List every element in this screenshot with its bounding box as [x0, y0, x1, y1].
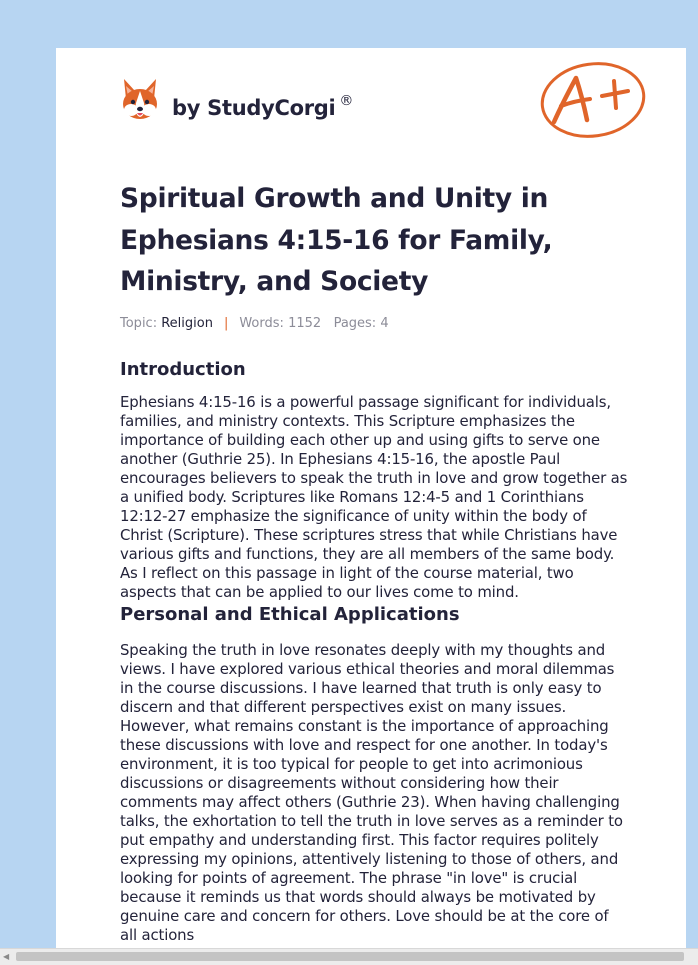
pages-count: 4	[380, 315, 389, 331]
pages-label: Pages:	[333, 315, 377, 331]
scrollbar-thumb[interactable]	[16, 952, 684, 961]
section-heading-personal-ethical: Personal and Ethical Applications	[120, 603, 460, 625]
grade-text: A+	[538, 60, 540, 61]
article-meta	[120, 315, 630, 333]
a-plus-grade-icon	[538, 60, 648, 142]
topic-label: Topic:	[120, 315, 158, 331]
scroll-left-arrow-icon[interactable]: ◀	[3, 952, 10, 961]
registered-mark: ®	[339, 92, 354, 109]
section-heading-introduction: Introduction	[120, 358, 246, 380]
horizontal-scrollbar[interactable]	[0, 948, 698, 965]
article	[120, 178, 630, 945]
studycorgi-logo[interactable]	[120, 76, 353, 122]
brand-name	[172, 93, 353, 120]
corgi-icon	[120, 77, 160, 121]
article-title: Spiritual Growth and Unity in Ephesians 4:15-16 for Family, Ministry, and Society	[120, 183, 553, 297]
meta-separator: |	[223, 315, 229, 331]
section-body-introduction: Ephesians 4:15-16 is a powerful passage significant for individuals, families, and ministry contexts. This Scripture emphasizes the importance of building each other up and using gifts to serve one another (Guthrie 25). In Ephesians 4:15-16, the apostle Paul encourages believers to speak the truth in love and grow together as a unified body. Scriptures like Romans 12:4-5 and 1 Corinthians 12:12-27 emphasize the significance of unity within the body of Christ (Scripture). These scriptures stress that while Christians have various gifts and functions, they are all members of the same body. As I reflect on this passage in light of the course material, two aspects that can be applied to our lives come to mind.	[120, 392, 628, 601]
topic-link[interactable]: Religion	[161, 315, 213, 331]
words-count: 1152	[288, 315, 322, 331]
document-page	[56, 48, 686, 952]
grade-badge	[538, 60, 648, 146]
words-label: Words:	[239, 315, 284, 331]
brand-text: by StudyCorgi	[172, 95, 336, 120]
section-body-personal-ethical: Speaking the truth in love resonates deeply with my thoughts and views. I have explored various ethical theories and moral dilemmas in the course discussions. I have learned that truth is only easy to discern and that different perspectives exist on many issues. However, what remains constant is the importance of approaching these discussions with love and respect for one another. In today's environment, it is too typical for people to get into acrimonious discussions or disagreements without considering how their comments may affect others (Guthrie 23). When having challenging talks, the exhortation to tell the truth in love serves as a reminder to put empathy and understanding first. This factor requires politely expressing my opinions, attentively listening to those of others, and looking for points of agreement. The phrase "in love" is crucial because it reminds us that words should always be motivated by genuine care and concern for others. Love should be at the core of all actions	[120, 640, 623, 944]
